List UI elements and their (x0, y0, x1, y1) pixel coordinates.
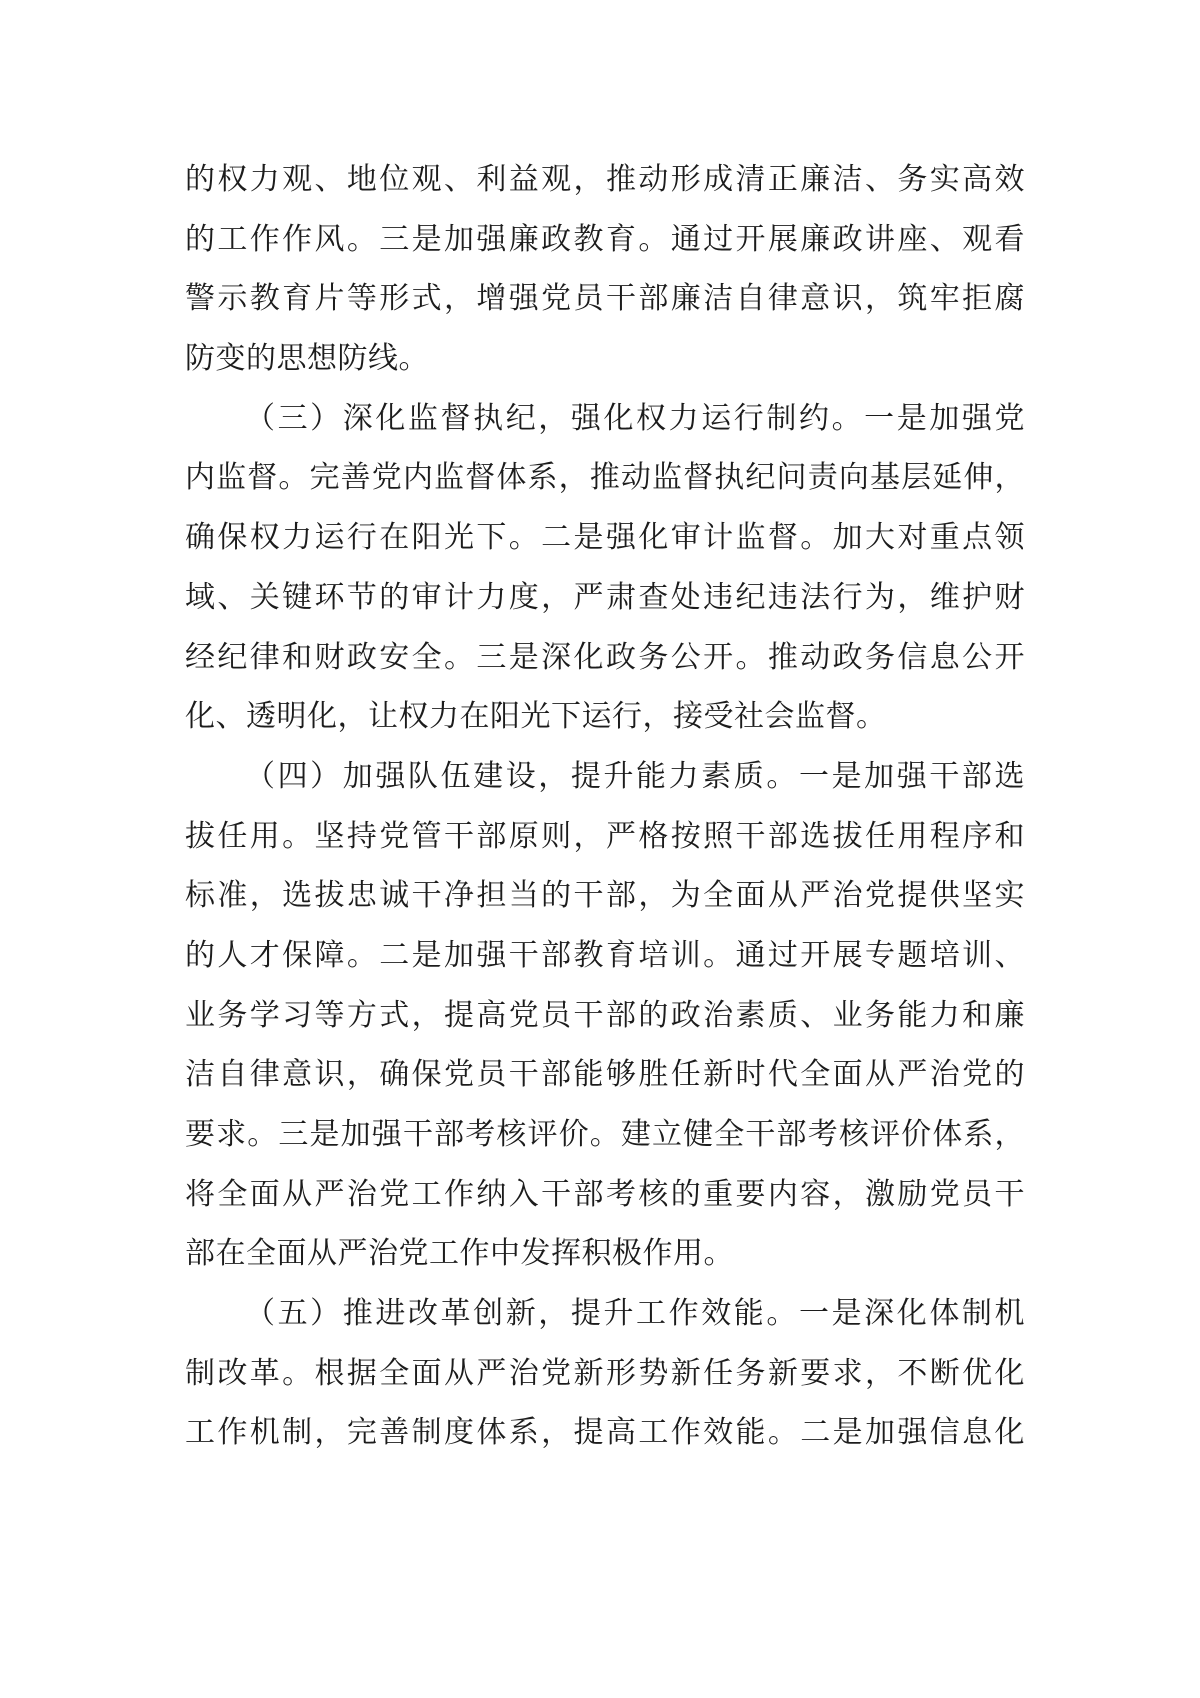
section-heading-line: （四）加强队伍建设，提升能力素质。一是加强干部选 (245, 758, 1025, 794)
text-line: 的人才保障。二是加强干部教育培训。通过开展专题培训、 (185, 937, 1025, 973)
section-heading-line: （五）推进改革创新，提升工作效能。一是深化体制机 (245, 1296, 1025, 1332)
text-line: 化、透明化，让权力在阳光下运行，接受社会监督。 (185, 699, 887, 735)
text-line: 警示教育片等形式，增强党员干部廉洁自律意识，筑牢拒腐 (185, 281, 1025, 317)
text-line: 标准，选拔忠诚干净担当的干部，为全面从严治党提供坚实 (185, 878, 1025, 914)
text-line: 洁自律意识，确保党员干部能够胜任新时代全面从严治党的 (185, 1057, 1025, 1093)
text-line: 的权力观、地位观、利益观，推动形成清正廉洁、务实高效 (185, 162, 1025, 197)
text-line: 部在全面从严治党工作中发挥积极作用。 (185, 1236, 734, 1272)
text-line: 将全面从严治党工作纳入干部考核的重要内容，激励党员干 (185, 1176, 1025, 1212)
document-body (185, 150, 1025, 1463)
text-line: 的工作作风。三是加强廉政教育。通过开展廉政讲座、观看 (185, 221, 1025, 257)
text-line: 确保权力运行在阳光下。二是强化审计监督。加大对重点领 (185, 520, 1025, 556)
text-line: 拔任用。坚持党管干部原则，严格按照干部选拔任用程序和 (185, 818, 1025, 854)
text-line: 制改革。根据全面从严治党新形势新任务新要求，不断优化 (185, 1355, 1025, 1391)
text-line: 要求。三是加强干部考核评价。建立健全干部考核评价体系， (185, 1117, 1025, 1152)
text-line: 防变的思想防线。 (185, 341, 429, 377)
text-line: 内监督。完善党内监督体系，推动监督执纪问责向基层延伸， (185, 460, 1025, 496)
text-line: 经纪律和财政安全。三是深化政务公开。推动政务信息公开 (185, 639, 1025, 675)
section-heading-line: （三）深化监督执纪，强化权力运行制约。一是加强党 (245, 400, 1025, 436)
text-line: 业务学习等方式，提高党员干部的政治素质、业务能力和廉 (185, 997, 1025, 1033)
text-line: 域、关键环节的审计力度，严肃查处违纪违法行为，维护财 (185, 579, 1025, 615)
text-line: 工作机制，完善制度体系，提高工作效能。二是加强信息化 (185, 1415, 1025, 1451)
